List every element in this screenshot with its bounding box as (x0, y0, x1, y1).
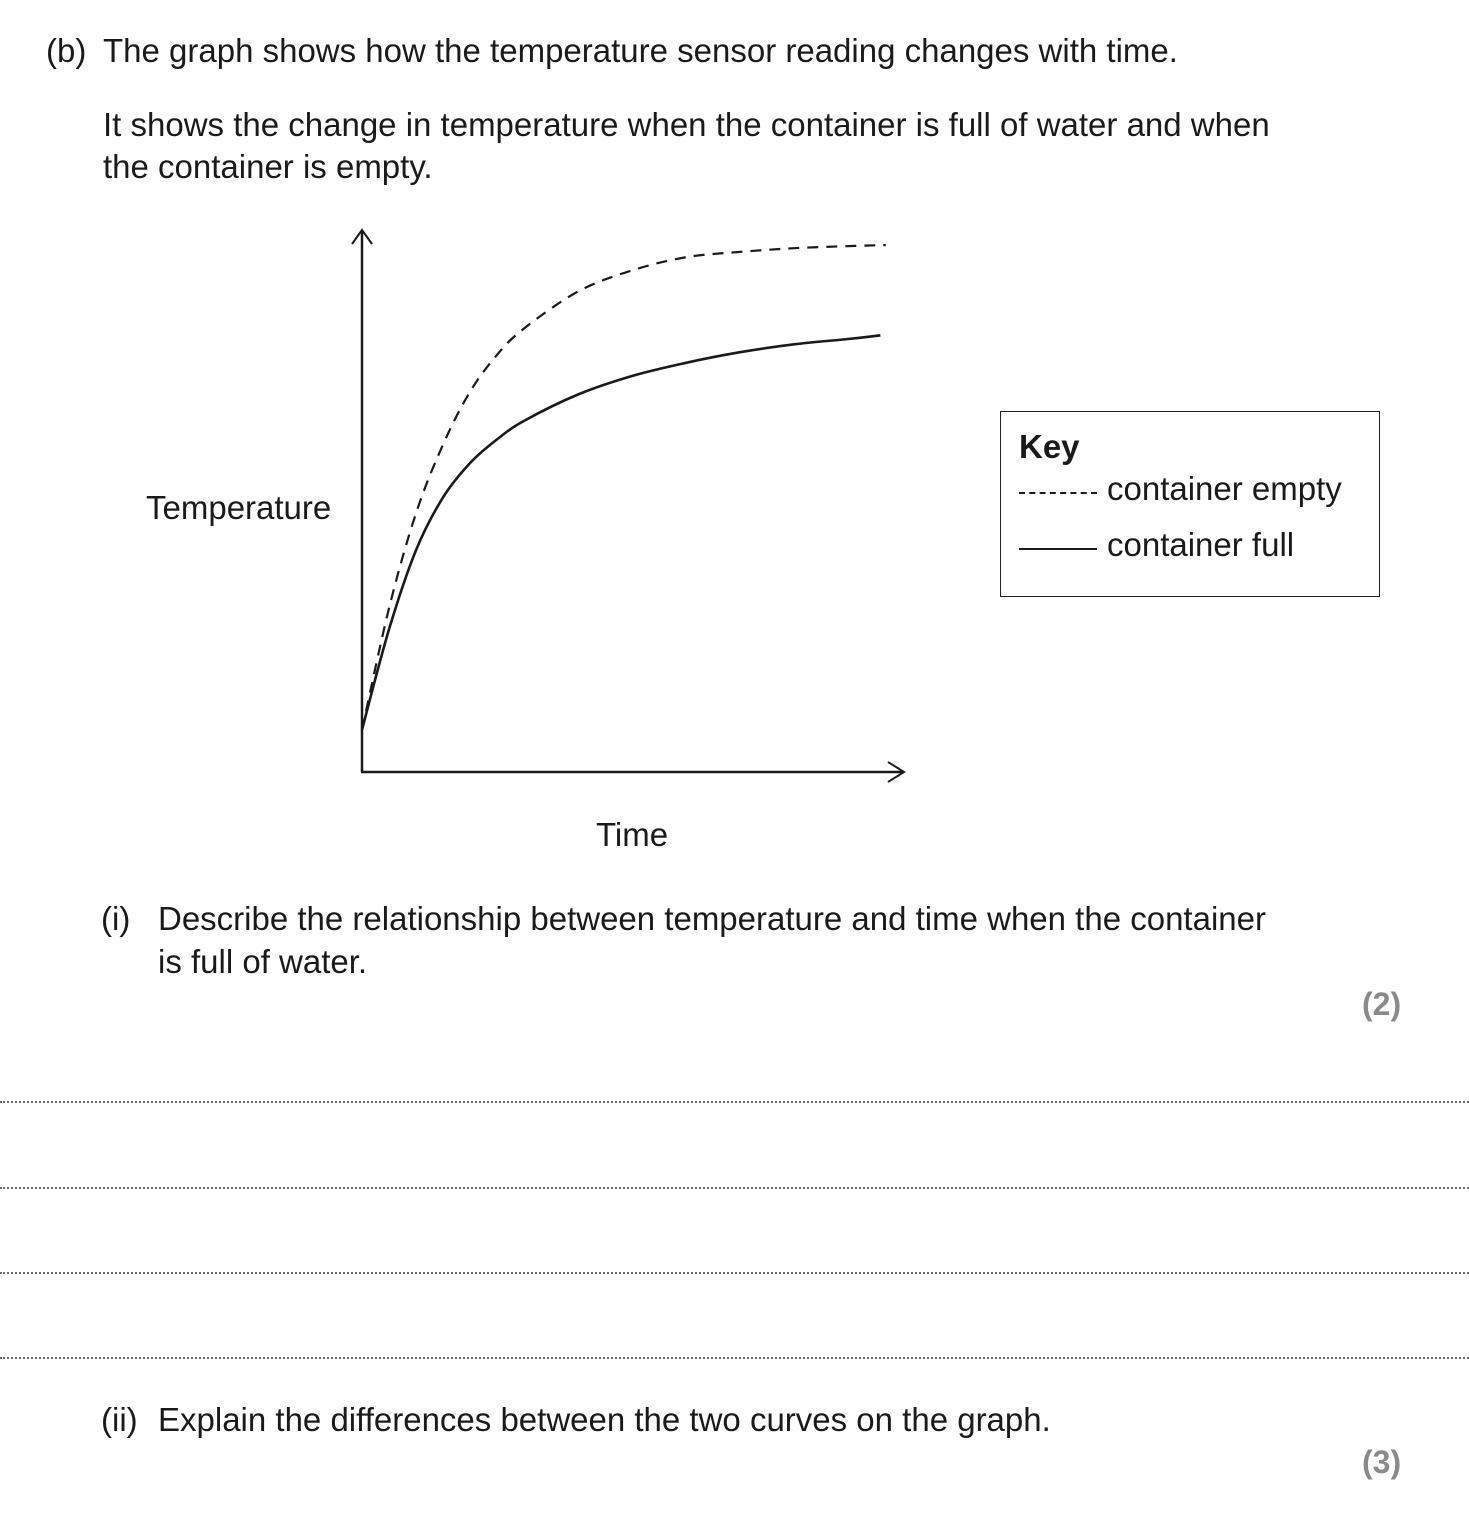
legend-entry-container-empty: container empty (1107, 470, 1342, 507)
y-axis-label: Temperature (146, 489, 332, 526)
legend (1000, 411, 1380, 597)
answer-line[interactable] (0, 1357, 1469, 1359)
answer-line[interactable] (0, 1272, 1469, 1274)
x-axis-label: Time (596, 816, 669, 853)
answer-line[interactable] (0, 1101, 1469, 1103)
legend-title: Key (1019, 428, 1080, 465)
legend-entry-container-full: container full (1107, 526, 1295, 563)
legend-dashed-line-sample (1019, 492, 1097, 494)
part-i-marks: (2) (1362, 986, 1402, 1022)
part-ii-text: Explain the differences between the two curves on the graph. (158, 1401, 1051, 1438)
part-i-text-line1: Describe the relationship between temperature and time when the container (158, 900, 1266, 937)
answer-line[interactable] (0, 1187, 1469, 1189)
part-label: (b) (46, 32, 87, 69)
part-ii-label: (ii) (101, 1401, 138, 1438)
series-line-container-empty (362, 245, 886, 730)
question-context-line2: the container is empty. (103, 148, 433, 185)
series-line-container-full (362, 335, 880, 730)
legend-solid-line-sample (1019, 548, 1097, 550)
question-context-line1: It shows the change in temperature when the container is full of water and when (103, 106, 1270, 143)
question-intro: The graph shows how the temperature sensor reading changes with time. (103, 32, 1178, 69)
part-i-label: (i) (101, 900, 131, 937)
part-ii-marks: (3) (1362, 1444, 1402, 1480)
part-i-text-line2: is full of water. (158, 943, 368, 980)
